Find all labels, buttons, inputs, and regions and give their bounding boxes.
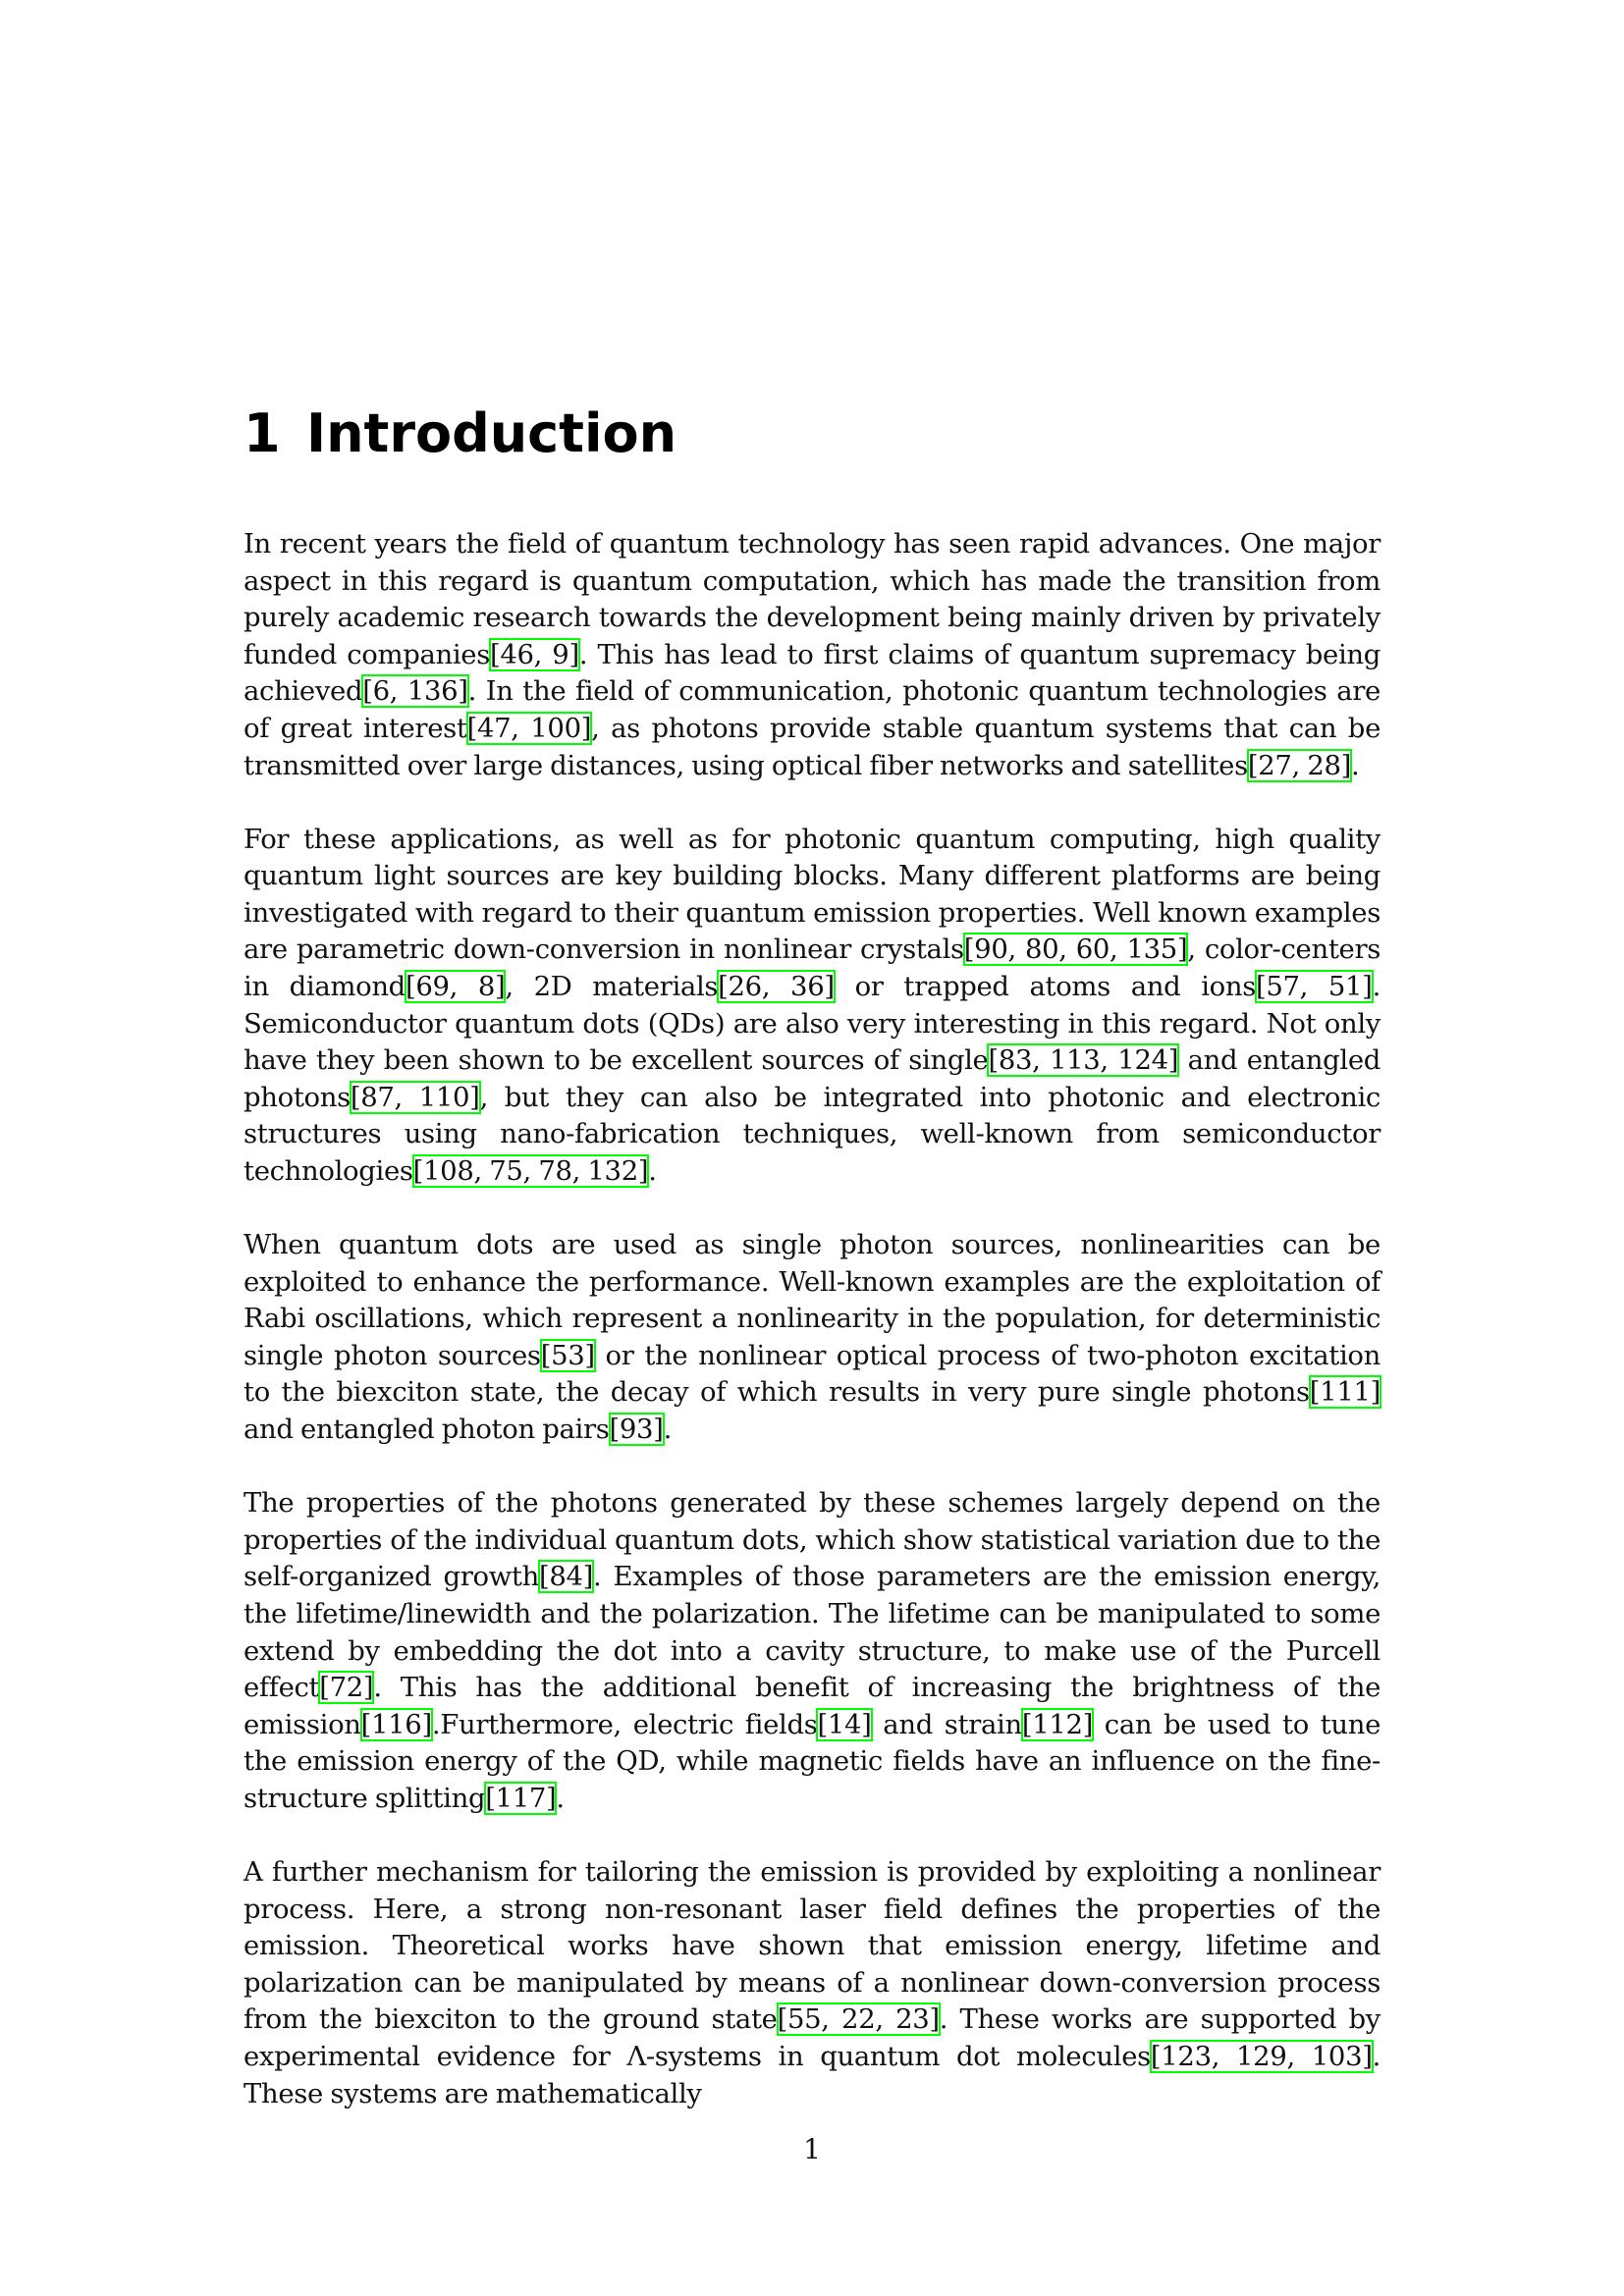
paragraph [244, 1227, 1380, 1449]
paragraph-text: . [556, 1782, 565, 1814]
paragraph-text: and entangled photon pairs [244, 1414, 610, 1446]
citation-link[interactable]: [87, 110] [350, 1081, 480, 1113]
paragraph-text: . Examples of those parameters are the emission energy, the lifetime/linewidth and the polarization. The lifetime can be manipulated to some extend by embedding the dot into a cavity structure, to make use of the Purcell effect [244, 1561, 1380, 1704]
paragraph-text: , but they can also be integrated into photonic and electronic structures using nano-fabrication techniques, well-known from semiconductor technologies [244, 1081, 1380, 1187]
citation-link[interactable]: [53] [540, 1339, 595, 1371]
citation-link[interactable]: [46, 9] [490, 638, 579, 670]
citation-link[interactable]: [84] [538, 1561, 594, 1593]
paragraph-text: . [648, 1155, 657, 1187]
paragraph [244, 822, 1380, 1191]
citation-link[interactable]: [55, 22, 23] [777, 2003, 940, 2036]
citation-link[interactable]: [57, 51] [1256, 971, 1373, 1003]
citation-link[interactable]: [27, 28] [1247, 749, 1352, 781]
citation-link[interactable]: [26, 36] [718, 971, 835, 1003]
citation-link[interactable]: [69, 8] [405, 971, 506, 1003]
paragraph-text: . [663, 1414, 672, 1446]
paragraph-text: A further mechanism for tailoring the emission is provided by exploiting a nonlinear process. Here, a strong non-resonant laser field defines the properties of the emission. Theoretical works have shown that emission energy, lifetime and polarization can be manipulated by means of a nonlinear down-conversion process from the biexciton to the ground state [244, 1856, 1380, 2036]
paragraph [244, 1485, 1380, 1817]
citation-link[interactable]: [117] [485, 1782, 557, 1814]
paragraph-text: . [1351, 749, 1360, 781]
paragraph-text: .Furthermore, electric fields [431, 1708, 818, 1740]
citation-link[interactable]: [123, 129, 103] [1150, 2040, 1373, 2072]
citation-link[interactable]: [111] [1309, 1376, 1380, 1409]
paragraph-text: . These works are supported by experimental evidence for Λ-systems in quantum dot molecules [244, 2003, 1380, 2072]
paragraph-text: . This has lead to first claims of quantum supremacy being achieved [244, 638, 1381, 708]
body-text [244, 526, 1380, 2150]
citation-link[interactable]: [116] [360, 1708, 432, 1740]
citation-link[interactable]: [108, 75, 78, 132] [412, 1155, 649, 1187]
citation-link[interactable]: [6, 136] [362, 675, 468, 708]
citation-link[interactable]: [14] [817, 1708, 872, 1740]
paragraph-text: The properties of the photons generated by these schemes largely depend on the properties of the individual quantum dots, which show statistical variation due to the self-organized growth [244, 1487, 1380, 1593]
citation-link[interactable]: [72] [319, 1672, 374, 1704]
paragraph-text: . Semiconductor quantum dots (QDs) are also very interesting in this regard. Not only have they been shown to be excellent sources of single [244, 971, 1380, 1077]
paragraph-text: and entangled photons [244, 1044, 1381, 1113]
paragraph-text: can be used to tune the emission energy of the QD, while magnetic fields have an influence on the fine-structure splitting [244, 1708, 1381, 1814]
citation-link[interactable]: [90, 80, 60, 135] [963, 934, 1188, 966]
paragraph-text: , as photons provide stable quantum systems that can be transmitted over large distances, using optical fiber networks and satellites [244, 712, 1380, 781]
paragraph-text: . This has the additional benefit of increasing the brightness of the emission [244, 1672, 1380, 1740]
paragraph [244, 1854, 1380, 2112]
chapter-number: 1 [244, 402, 281, 464]
paragraph-text: When quantum dots are used as single photon sources, nonlinearities can be exploited to enhance the performance. Well-known examples are the exploitation of Rabi oscillations, which represent a nonlinearity in the population, for deterministic single photon sources [244, 1229, 1380, 1371]
paragraph-text: , 2D materials [505, 971, 719, 1003]
paragraph-text: , color-centers in diamond [244, 934, 1381, 1003]
paragraph-text: . In the field of communication, photonic quantum technologies are of great interest [244, 675, 1380, 744]
citation-link[interactable]: [93] [609, 1414, 664, 1446]
chapter-title: Introduction [306, 402, 677, 464]
citation-link[interactable]: [112] [1021, 1708, 1094, 1740]
paragraph-text: or the nonlinear optical process of two-photon excitation to the biexciton state, the decay of which results in very pure single photons [244, 1339, 1380, 1409]
citation-link[interactable]: [47, 100] [466, 712, 592, 744]
citation-link[interactable]: [83, 113, 124] [988, 1044, 1179, 1077]
paragraph-text: For these applications, as well as for photonic quantum computing, high quality quantum light sources are key building blocks. Many different platforms are being investigated with regard to their quantum emission properties. Well known examples are parametric down-conversion in nonlinear crystals [244, 823, 1380, 966]
paragraph-text: In recent years the field of quantum technology has seen rapid advances. One major aspect in this regard is quantum computation, which has made the transition from purely academic research towards the development being mainly driven by privately funded companies [244, 528, 1380, 670]
page-number: 1 [803, 2133, 821, 2165]
paragraph-text: . These systems are mathematically [244, 2040, 1380, 2109]
paragraph [244, 526, 1380, 784]
paragraph-text: or trapped atoms and ions [834, 971, 1256, 1003]
paragraph-text: and strain [871, 1708, 1022, 1740]
chapter-heading [244, 400, 677, 467]
